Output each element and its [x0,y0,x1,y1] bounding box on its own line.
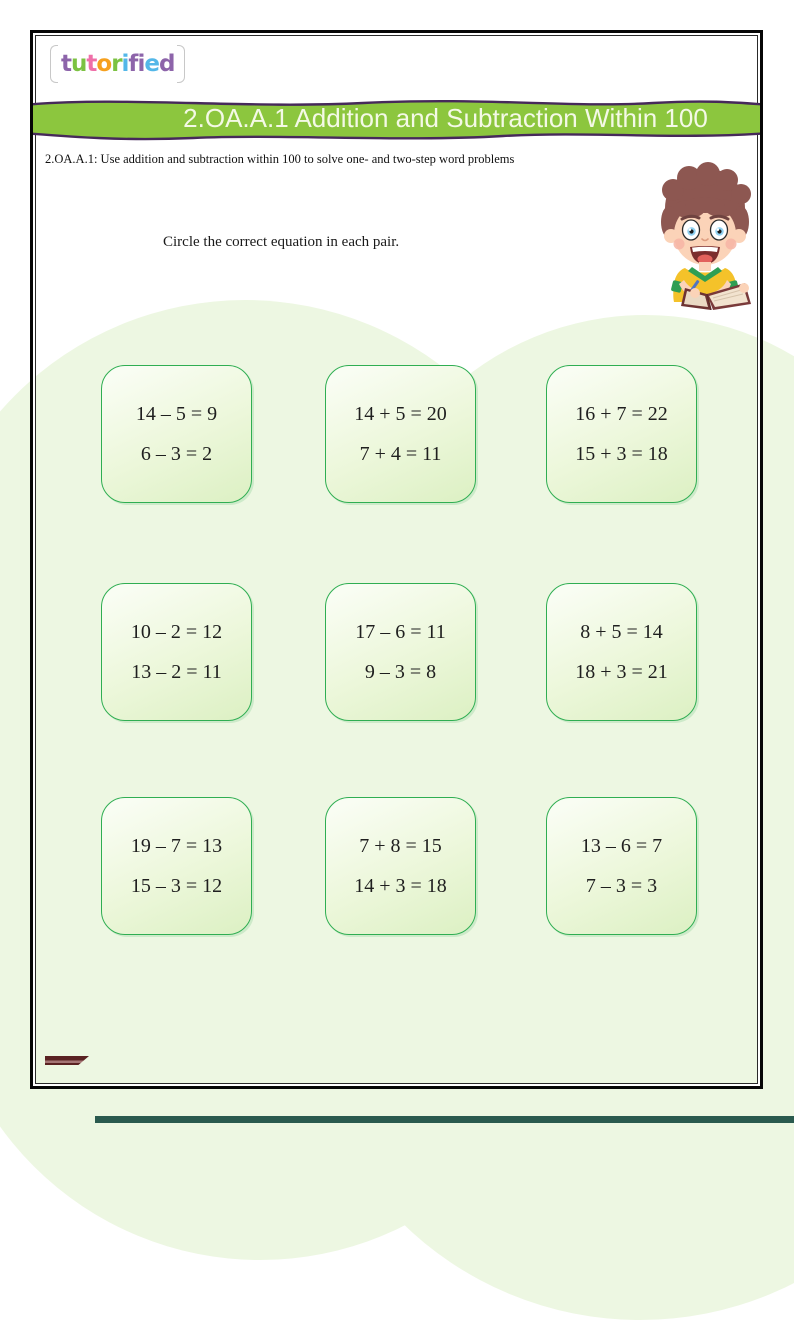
equation-pair-card [325,797,476,935]
equation-line: 14 + 3 = 18 [354,874,447,897]
footer-book-mark [45,1056,89,1065]
equation-pair-card [546,365,697,503]
boy-cheek [674,239,685,250]
logo-letter: t [61,51,71,77]
equation-pair-card [546,797,697,935]
logo-letter: e [144,51,159,77]
logo-letter: u [71,51,87,77]
equation-line: 13 – 6 = 7 [580,834,663,857]
logo-letter: o [96,51,112,77]
equation-line: 15 + 3 = 18 [575,442,668,465]
logo-bracket-right [177,45,185,83]
equation-line: 7 + 8 = 15 [359,834,442,857]
bottom-edge-strip [95,1116,794,1123]
equation-line: 19 – 7 = 13 [130,834,223,857]
logo-letter: d [158,51,175,77]
equation-line: 14 + 5 = 20 [354,402,447,425]
logo [50,45,185,83]
equation-line: 15 – 3 = 12 [130,874,223,897]
boy-cheek [726,239,737,250]
page-title: 2.OA.A.1 Addition and Subtraction Within 100 [183,102,708,133]
logo-letter: i [121,51,129,77]
boy-neck [699,262,711,271]
boy-reading-book-illustration [645,160,765,310]
equation-pair-card [101,797,252,935]
equation-line: 10 – 2 = 12 [130,620,223,643]
equation-line: 16 + 7 = 22 [575,402,668,425]
equation-line: 13 – 2 = 11 [131,660,222,683]
logo-wordmark [58,46,177,82]
equation-pair-card [546,583,697,721]
equation-line: 7 + 4 = 11 [359,442,442,465]
equation-pair-card [325,583,476,721]
equation-pair-card [101,583,252,721]
worksheet-frame [30,30,763,1089]
equation-line: 6 – 3 = 2 [140,442,213,465]
equation-line: 9 – 3 = 8 [364,660,437,683]
logo-letter: i [137,51,145,77]
equation-line: 7 – 3 = 3 [585,874,658,897]
equation-line: 14 – 5 = 9 [135,402,218,425]
equation-pair-card [101,365,252,503]
equation-line: 18 + 3 = 21 [575,660,668,683]
equation-line: 8 + 5 = 14 [580,620,663,643]
equation-line: 17 – 6 = 11 [355,620,446,643]
equation-pair-card [325,365,476,503]
logo-letter: t [86,51,97,77]
logo-letter: f [128,51,138,77]
logo-letter: r [111,51,122,77]
standard-description: 2.OA.A.1: Use addition and subtraction within 100 to solve one- and two-step word problems [45,152,515,166]
title-ribbon [33,92,760,146]
instruction-text: Circle the correct equation in each pair. [163,234,400,250]
logo-bracket-left [50,45,58,83]
